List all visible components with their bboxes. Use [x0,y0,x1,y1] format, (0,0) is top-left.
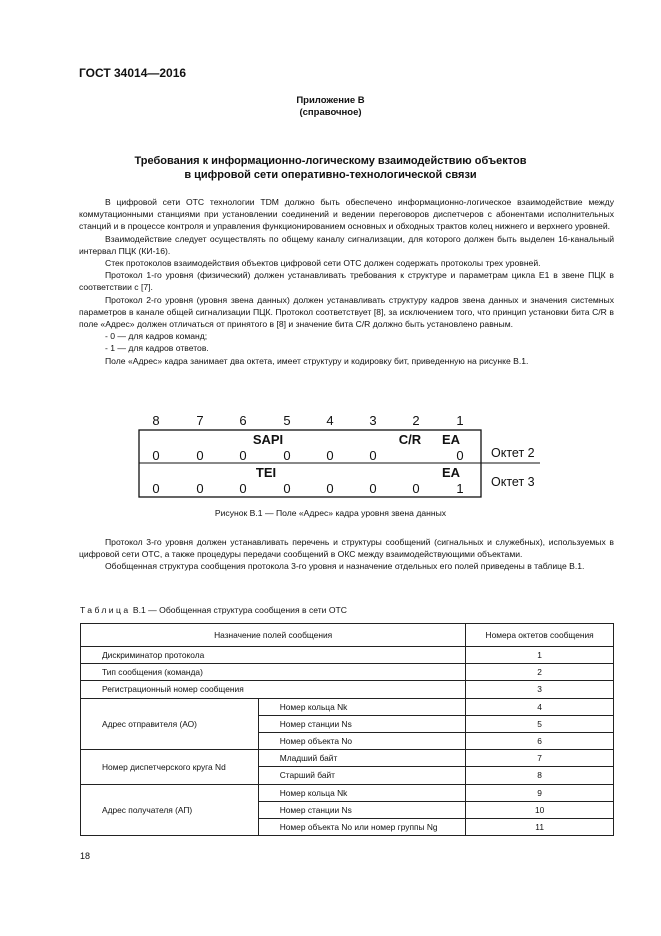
table-row [81,647,614,664]
paragraph: Обобщенная структура сообщения протокола 3-го уровня и назначение отдельных его полей приведены в таблице В.1. [105,561,585,572]
paragraph: Протокол 3-го уровня должен устанавливать перечень и структуры сообщений (сигнальных и служебных), используемых в цифровой сети ОТС, а также процедуры передачи сообщений в ОКС между взаимодействующими объектами. [79,537,614,560]
group-name: Адрес получателя (АП) [81,784,259,836]
paragraph: Поле «Адрес» кадра занимает два октета, имеет структуру и кодировку бит, приведенную на рисунке В.1. [105,355,529,366]
bit-number: 6 [239,413,247,428]
octet-number: 4 [466,698,614,715]
table-header-row [81,624,614,647]
table-row [81,698,614,715]
field-name: Регистрационный номер сообщения [81,681,466,698]
bit-value: 0 [412,481,420,496]
column-header: Номера октетов сообщения [466,624,614,647]
bit-value: 0 [196,448,204,463]
table-label [80,605,347,615]
bit-value: 0 [369,481,377,496]
list-item: - 1 — для кадров ответов. [105,343,209,354]
octet-3-label: Октет 3 [491,475,535,489]
octet-number: 3 [466,681,614,698]
paragraph: В цифровой сети ОТС технологии TDM должно быть обеспечено информационно-логическое взаимодействие между коммутационными станциями при установлении соединений и ведении переговоров диспетчеров с абонентами исполнительных станций и в процессе контроля и управления функционированием основных и обходных трактов колец нижнего и верхнего уровней. [79,197,614,232]
paragraph: Протокол 2-го уровня (уровня звена данных) должен устанавливать структуру кадров звена данных и значения системных параметров в канале общей сигнализации ПЦК. Протокол соответствует [8], за исключением того, что принцип установки бита C/R в поле «Адрес» должен отличаться от принятого в [8] и значение бита C/R должно быть установлено равным. [79,294,614,330]
bit-value: 0 [369,448,377,463]
table-row [81,681,614,698]
list-item: - 0 — для кадров команд; [105,331,208,342]
figure-caption: Рисунок В.1 — Поле «Адрес» кадра уровня звена данных [214,508,447,518]
appendix-note: (справочное) [299,107,362,118]
page-number: 18 [80,851,91,861]
subfield-name: Номер кольца Nk [258,784,466,801]
group-name: Адрес отправителя (АО) [81,698,259,750]
octet-number: 2 [466,664,614,681]
table-row [81,784,614,801]
bit-value: 0 [239,448,247,463]
octet-number: 1 [466,647,614,664]
table-label-text: В.1 — Обобщенная структура сообщения в сети ОТС [130,605,348,615]
group-name: Номер диспетчерского круга Nd [81,750,259,784]
ea-label: EA [441,432,461,447]
bit-value: 0 [152,481,160,496]
paragraph: Протокол 1-го уровня (физический) должен устанавливать требования к структуре и параметрам цикла Е1 в звене ПЦК в соответствии с [7]. [79,270,614,293]
subfield-name: Номер станции Ns [258,715,466,732]
bit-value: 0 [326,481,334,496]
octet-number: 10 [466,801,614,818]
octet-number: 7 [466,750,614,767]
bit-number: 8 [152,413,160,428]
subfield-name: Младший байт [258,750,466,767]
bit-value: 0 [283,481,291,496]
octet-number: 8 [466,767,614,784]
message-structure-table [80,623,614,836]
octet-number: 9 [466,784,614,801]
octet-number: 11 [466,818,614,835]
bit-value: 0 [196,481,204,496]
sapi-label: SAPI [252,432,284,447]
bit-value: 0 [239,481,247,496]
document-header: ГОСТ 34014—2016 [79,66,187,80]
ea-label: EA [441,465,461,480]
paragraph: Взаимодействие следует осуществлять по общему каналу сигнализации, для которого должен быть выделен 16-канальный интервал ПЦК (КИ-16). [79,233,614,256]
paragraph: Стек протоколов взаимодействия объектов цифровой сети ОТС должен содержать протоколы трех уровней. [105,258,541,269]
cr-label: C/R [398,432,422,447]
octet-number: 5 [466,715,614,732]
subfield-name: Номер объекта No или номер группы Ng [258,818,466,835]
subfield-name: Номер кольца Nk [258,698,466,715]
section-title-line1: Требования к информационно-логическому взаимодействию объектов [134,155,527,167]
field-name: Тип сообщения (команда) [81,664,466,681]
table-label-word: Таблица [80,605,131,615]
bit-number: 4 [326,413,334,428]
section-title-line2: в цифровой сети оперативно-технологической связи [184,169,477,181]
octet-number: 6 [466,732,614,749]
table-row [81,664,614,681]
bit-value: 1 [456,481,464,496]
bit-number: 5 [283,413,291,428]
subfield-name: Старший байт [258,767,466,784]
bit-value: 0 [152,448,160,463]
field-name: Дискриминатор протокола [81,647,466,664]
column-header: Назначение полей сообщения [81,624,466,647]
body-text-bottom [79,536,614,573]
subfield-name: Номер станции Ns [258,801,466,818]
table-row [81,750,614,767]
bit-number: 7 [196,413,204,428]
bit-value: 0 [283,448,291,463]
bit-number: 2 [412,413,420,428]
bit-value: 0 [326,448,334,463]
bit-value: 0 [456,448,464,463]
tei-label: TEI [255,465,277,480]
bit-number: 3 [369,413,377,428]
bit-number: 1 [456,413,464,428]
appendix-title: Приложение В [296,95,365,106]
subfield-name: Номер объекта No [258,732,466,749]
octet-2-label: Октет 2 [491,446,535,460]
